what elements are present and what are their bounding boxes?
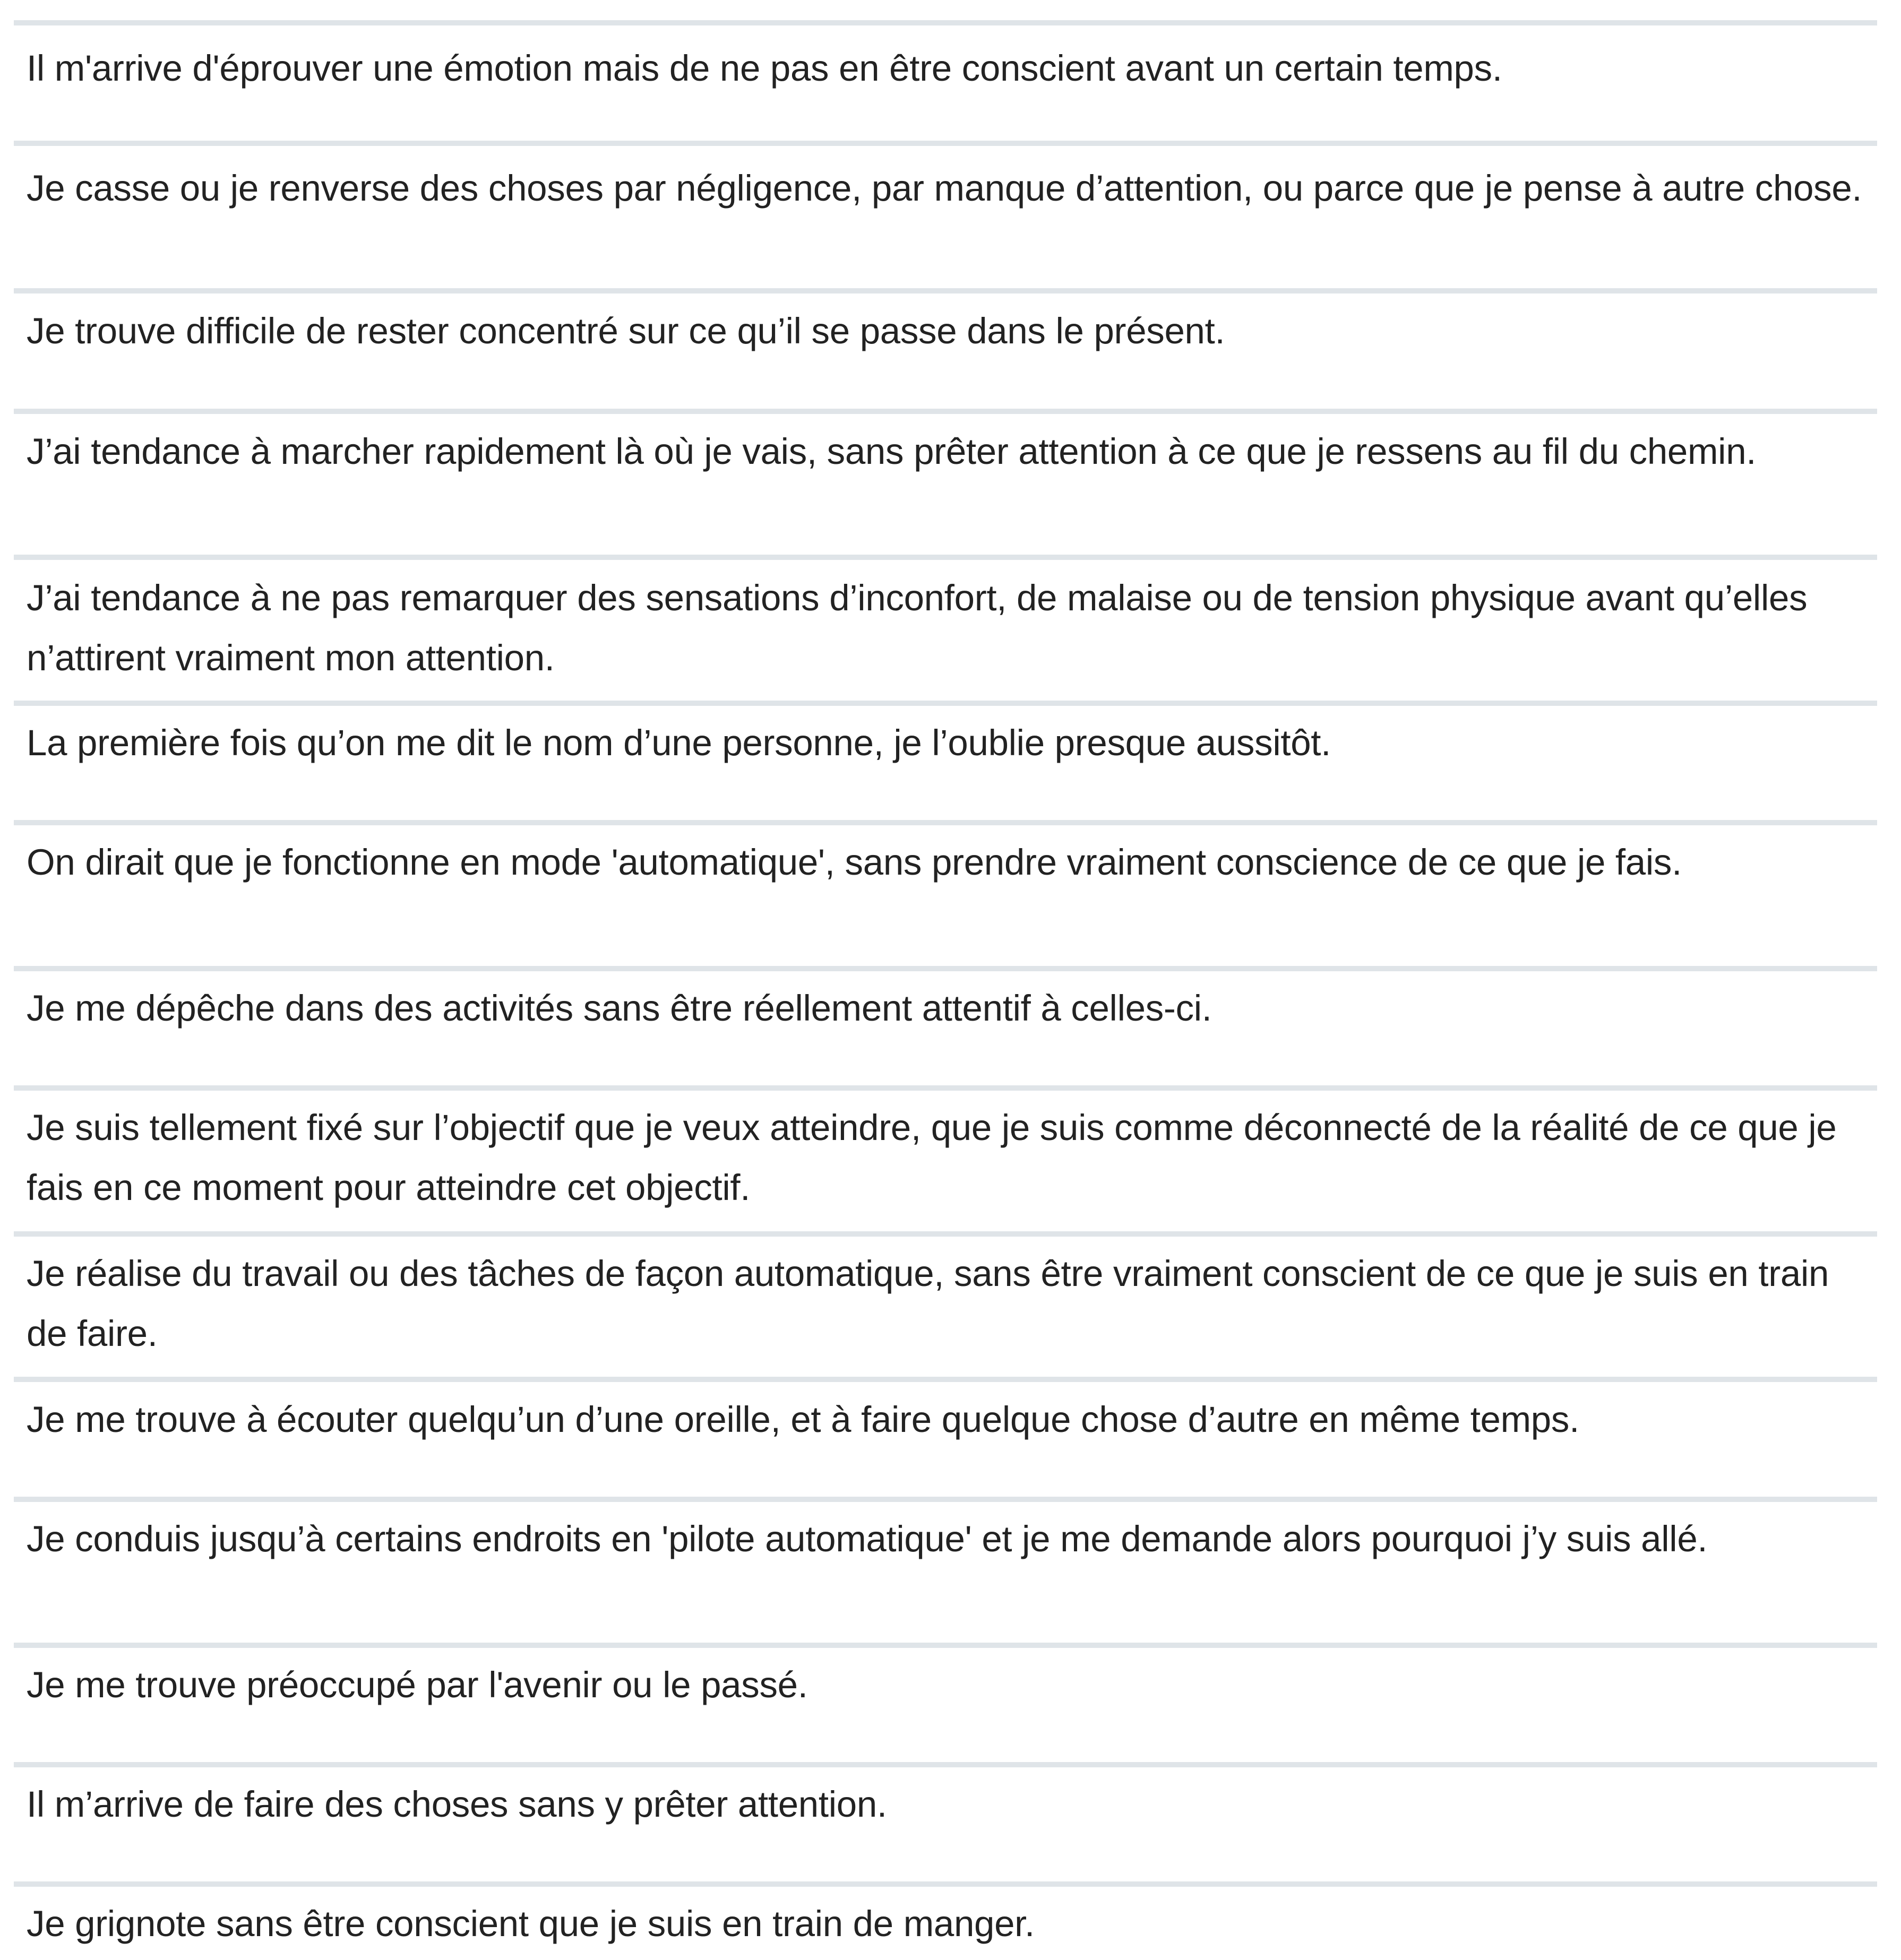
statement-14: Il m’arrive de faire des choses sans y prêter attention. [27, 1784, 887, 1825]
statement-5: J’ai tendance à ne pas remarquer des sensations d’inconfort, de malaise ou de tension physique avant qu’elles n’attirent vraiment mon attention. [27, 577, 1808, 678]
row-divider [14, 141, 1877, 146]
row-divider [14, 1643, 1877, 1648]
statement-11: Je me trouve à écouter quelqu’un d’une oreille, et à faire quelque chose d’autre en même temps. [27, 1399, 1579, 1440]
row-divider [14, 20, 1877, 25]
statement-6: La première fois qu’on me dit le nom d’une personne, je l’oublie presque aussitôt. [27, 722, 1331, 763]
row-divider [14, 1762, 1877, 1767]
row-divider [14, 409, 1877, 414]
statement-13: Je me trouve préoccupé par l'avenir ou le passé. [27, 1664, 808, 1705]
row-divider [14, 288, 1877, 293]
row-divider [14, 1881, 1877, 1887]
row-divider [14, 1231, 1877, 1237]
statement-4: J’ai tendance à marcher rapidement là où je vais, sans prêter attention à ce que je ressens au fil du chemin. [27, 431, 1757, 472]
row-divider [14, 555, 1877, 560]
statement-7: On dirait que je fonctionne en mode 'automatique', sans prendre vraiment conscience de ce que je fais. [27, 842, 1682, 883]
statement-10: Je réalise du travail ou des tâches de façon automatique, sans être vraiment conscient de ce que je suis en train de faire. [27, 1253, 1829, 1354]
row-divider [14, 820, 1877, 825]
row-divider [14, 966, 1877, 971]
statement-8: Je me dépêche dans des activités sans être réellement attentif à celles-ci. [27, 988, 1212, 1029]
statement-1: Il m'arrive d'éprouver une émotion mais de ne pas en être conscient avant un certain temps. [27, 48, 1502, 89]
statement-15: Je grignote sans être conscient que je suis en train de manger. [27, 1903, 1035, 1944]
statement-2: Je casse ou je renverse des choses par négligence, par manque d’attention, ou parce que je pense à autre chose. [27, 168, 1862, 209]
row-divider [14, 1497, 1877, 1502]
statement-12: Je conduis jusqu’à certains endroits en 'pilote automatique' et je me demande alors pourquoi j’y suis allé. [27, 1518, 1708, 1559]
statement-3: Je trouve difficile de rester concentré sur ce qu’il se passe dans le présent. [27, 310, 1225, 351]
statement-9: Je suis tellement fixé sur l’objectif que je veux atteindre, que je suis comme déconnecté de la réalité de ce que je fais en ce moment pour atteindre cet objectif. [27, 1107, 1837, 1208]
row-divider [14, 1085, 1877, 1091]
row-divider [14, 701, 1877, 706]
row-divider [14, 1377, 1877, 1382]
